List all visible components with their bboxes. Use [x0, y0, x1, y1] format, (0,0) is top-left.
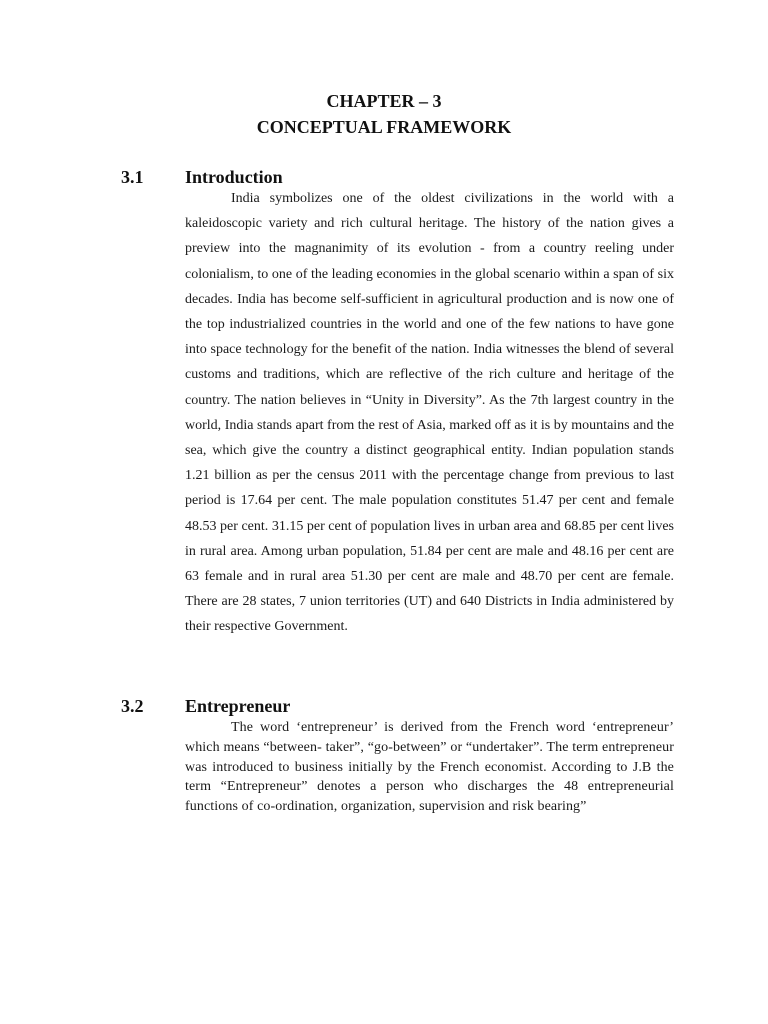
section-number: 3.2	[121, 696, 144, 716]
introduction-paragraph: India symbolizes one of the oldest civilizations in the world with a kaleidoscopic variety and rich cultural heritage. The history of the nation gives a preview into the magnanimity of its evolution - from a country reeling under colonialism, to one of the leading economies in the global scenario within a span of six decades. India has become self-sufficient in agricultural production and is now one of the top industrialized countries in the world and one of the few nations to have gone into space technology for the benefit of the nation. India witnesses the blend of several customs and traditions, which are reflective of the rich culture and heritage of the country. The nation believes in “Unity in Diversity”. As the 7th largest country in the world, India stands apart from the rest of Asia, marked off as it is by mountains and the sea, which give the country a distinct geographical entity. Indian population stands 1.21 billion as per the census 2011 with the percentage change from previous to last period is 17.64 per cent. The male population constitutes 51.47 per cent and female 48.53 per cent. 31.15 per cent of population lives in urban area and 68.85 per cent lives in rural area. Among urban population, 51.84 per cent are male and 48.16 per cent are 63 female and in rural area 51.30 per cent are male and 48.70 per cent are female. There are 28 states, 7 union territories (UT) and 640 Districts in India administered by their respective Government.	[185, 191, 674, 635]
section-heading-entrepreneur	[0, 693, 768, 719]
section-title: Entrepreneur	[185, 696, 291, 716]
section-title: Introduction	[185, 167, 283, 187]
chapter-title: CONCEPTUAL FRAMEWORK	[256, 117, 512, 137]
entrepreneur-paragraph: The word ‘entrepreneur’ is derived from the French word ‘entrepreneur’ which means “between- taker”, “go-between” or “undertaker”. The term entrepreneur was introduced to business initially by the French economist. According to J.B the term “Entrepreneur” denotes a person who discharges the 48 entrepreneurial functions of co-ordination, organization, supervision and risk bearing”	[185, 720, 674, 815]
section-number: 3.1	[121, 167, 144, 187]
chapter-heading	[0, 88, 768, 140]
chapter-number: CHAPTER – 3	[326, 91, 442, 111]
